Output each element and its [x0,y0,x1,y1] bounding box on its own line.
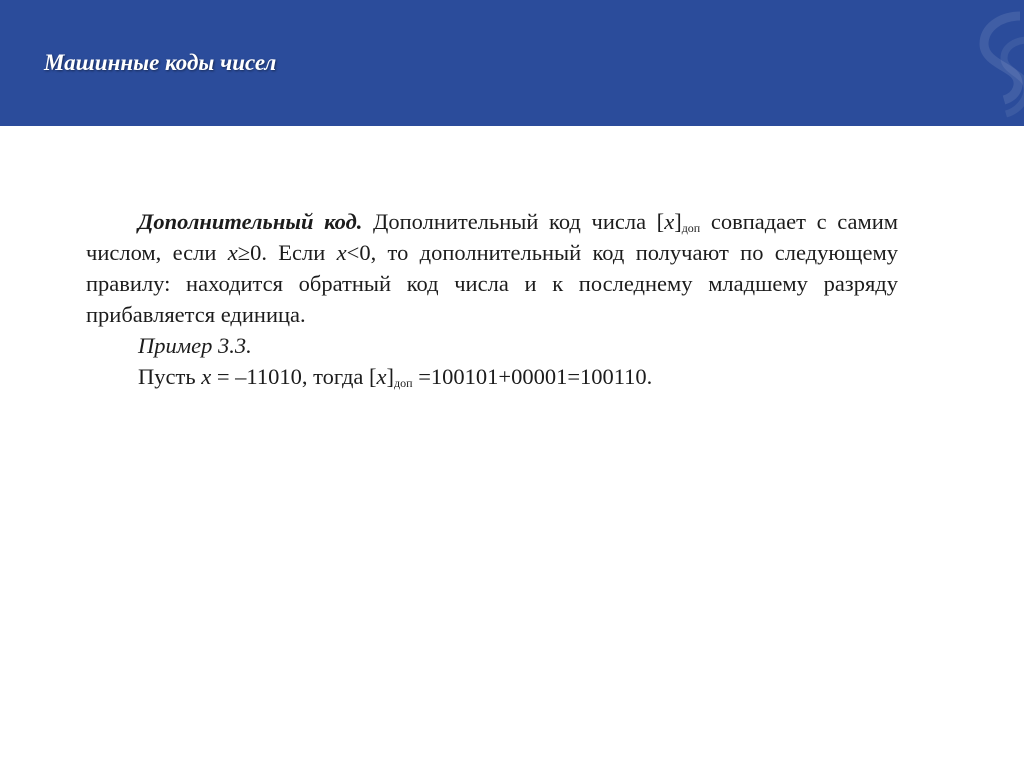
subscript: доп [681,221,701,235]
text-run: ] [386,364,395,389]
variable-x: x [336,240,347,265]
text-run: Пусть [138,364,202,389]
subscript: доп [394,376,413,390]
text-run: <0, то дополнительный код получают по следующему правилу: находится обратный код числа и к последнему младшему разряду прибавляется единица. [86,240,898,327]
text-run: совпадает с самим числом, если [86,209,898,265]
example-title: Пример 3.3. [138,333,252,358]
text-run: = –11010, тогда [ [211,364,377,389]
variable-x: x [376,364,387,389]
definition-paragraph [86,206,898,330]
example-line [86,361,898,392]
document-body [86,206,898,392]
text-run: Дополнительный код числа [ [362,209,665,234]
header-bar [0,0,1024,126]
variable-x: x [227,240,238,265]
text-run: ≥0. Если [237,240,337,265]
text-run: =100101+00001=100110. [412,364,653,389]
definition-term: Дополнительный код. [138,209,363,234]
variable-x: x [664,209,675,234]
text-run: ] [674,209,682,234]
page-title: Машинные коды чисел [44,50,277,75]
variable-x: x [201,364,212,389]
stylized-s-logo-icon [970,10,1024,126]
